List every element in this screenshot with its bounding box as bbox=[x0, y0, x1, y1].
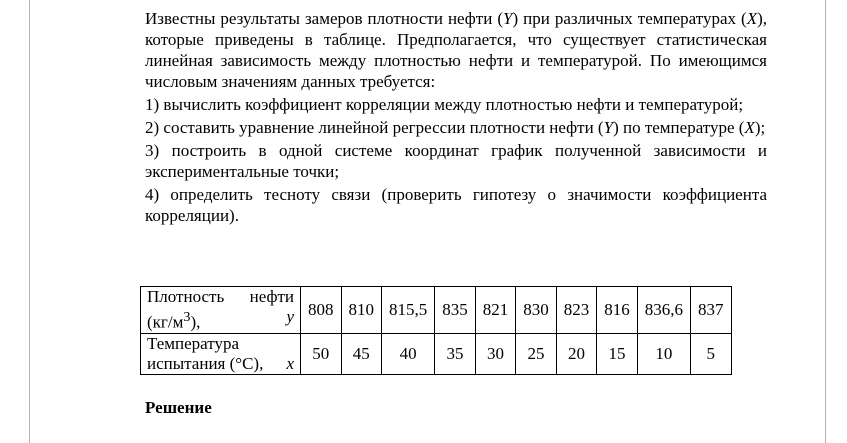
table-cell: 836,6 bbox=[637, 287, 690, 334]
table-cell: 20 bbox=[556, 333, 597, 374]
page-left-border bbox=[29, 0, 30, 443]
table-cell: 808 bbox=[301, 287, 342, 334]
row-header-density: Плотность нефти $(кг/м^3)$, y bbox=[141, 287, 301, 334]
page-right-border bbox=[825, 0, 826, 443]
table-cell: 823 bbox=[556, 287, 597, 334]
table-cell: 821 bbox=[475, 287, 516, 334]
data-table bbox=[140, 286, 732, 375]
task-1: 1) вычислить коэффициент корреляции между плотностью нефти и температурой; bbox=[145, 95, 744, 114]
solution-heading: Решение bbox=[145, 398, 212, 417]
table-cell: 50 bbox=[301, 333, 342, 374]
problem-intro: Известны результаты замеров плотности нефти (Y) при различных температурах (X), которые приведены в таблице. Предполагается, что существует статистическая линейная зависимость между плотностью нефти и температурой. По имеющимся числовым значениям данных требуется: bbox=[145, 9, 767, 91]
table-cell: 30 bbox=[475, 333, 516, 374]
table-cell: 25 bbox=[516, 333, 557, 374]
table-cell: 45 bbox=[341, 333, 382, 374]
task-4: 4) определить тесноту связи (проверить гипотезу о значимости коэффициента корреляции). bbox=[145, 185, 767, 225]
table-row-density bbox=[141, 287, 732, 334]
table-row-temperature bbox=[141, 333, 732, 374]
table-cell: 40 bbox=[382, 333, 435, 374]
problem-text bbox=[145, 8, 767, 228]
table-cell: 35 bbox=[435, 333, 476, 374]
row-header-temperature: Температура испытания (°С), x bbox=[141, 333, 301, 374]
task-2: 2) составить уравнение линейной регрессии плотности нефти (Y) по температуре (X); bbox=[145, 118, 766, 137]
table-cell: 830 bbox=[516, 287, 557, 334]
table-cell: 810 bbox=[341, 287, 382, 334]
task-3: 3) построить в одной системе координат график полученной зависимости и экспериментальные точки; bbox=[145, 141, 767, 181]
table-cell: 815,5 bbox=[382, 287, 435, 334]
table-cell: 816 bbox=[597, 287, 638, 334]
table-cell: 835 bbox=[435, 287, 476, 334]
table-cell: 5 bbox=[691, 333, 732, 374]
table-cell: 837 bbox=[691, 287, 732, 334]
table-cell: 10 bbox=[637, 333, 690, 374]
table-cell: 15 bbox=[597, 333, 638, 374]
